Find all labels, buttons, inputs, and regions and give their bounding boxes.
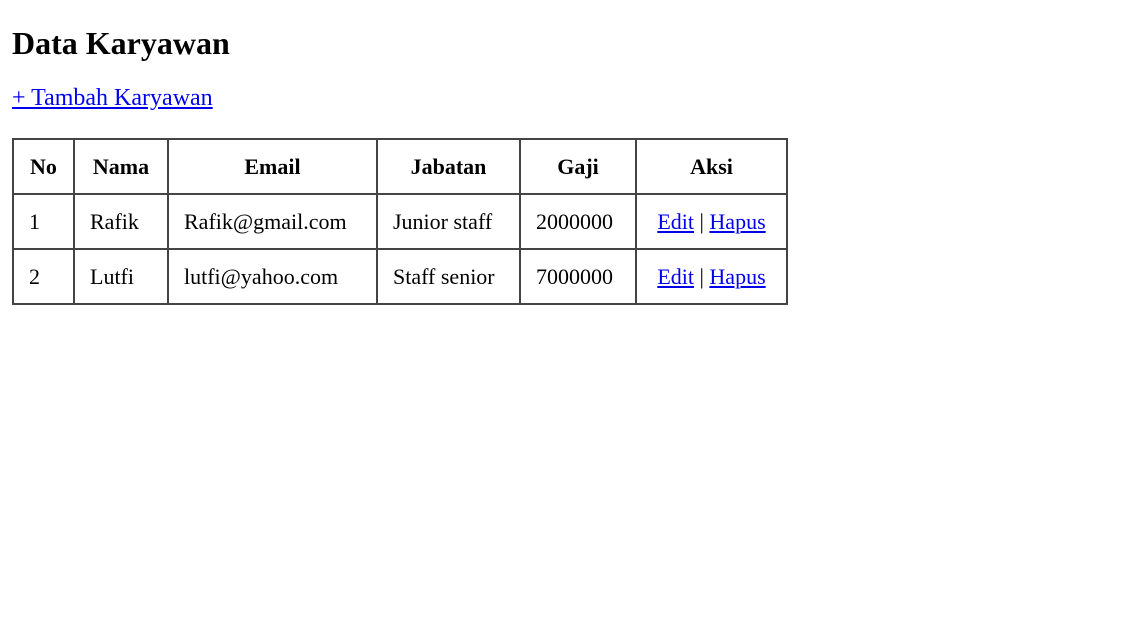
header-email: Email (168, 139, 377, 194)
cell-email: Rafik@gmail.com (168, 194, 377, 249)
header-no: No (13, 139, 74, 194)
action-separator: | (699, 263, 704, 289)
delete-link[interactable]: Hapus (709, 263, 766, 289)
table-header-row (13, 139, 787, 194)
header-jabatan: Jabatan (377, 139, 520, 194)
table-row (13, 249, 787, 304)
action-separator: | (699, 208, 704, 234)
page (0, 0, 1126, 305)
cell-aksi (636, 194, 787, 249)
cell-jabatan: Junior staff (377, 194, 520, 249)
header-aksi: Aksi (636, 139, 787, 194)
edit-link[interactable]: Edit (657, 208, 695, 234)
cell-gaji: 2000000 (520, 194, 636, 249)
edit-link[interactable]: Edit (657, 263, 695, 289)
table-row (13, 194, 787, 249)
cell-jabatan: Staff senior (377, 249, 520, 304)
cell-aksi (636, 249, 787, 304)
cell-nama: Rafik (74, 194, 168, 249)
cell-email: lutfi@yahoo.com (168, 249, 377, 304)
delete-link[interactable]: Hapus (709, 208, 766, 234)
header-nama: Nama (74, 139, 168, 194)
employee-table (12, 138, 788, 305)
add-employee-link[interactable]: + Tambah Karyawan (12, 85, 213, 112)
cell-no: 2 (13, 249, 74, 304)
cell-gaji: 7000000 (520, 249, 636, 304)
cell-no: 1 (13, 194, 74, 249)
page-title: Data Karyawan (12, 25, 230, 61)
cell-nama: Lutfi (74, 249, 168, 304)
header-gaji: Gaji (520, 139, 636, 194)
